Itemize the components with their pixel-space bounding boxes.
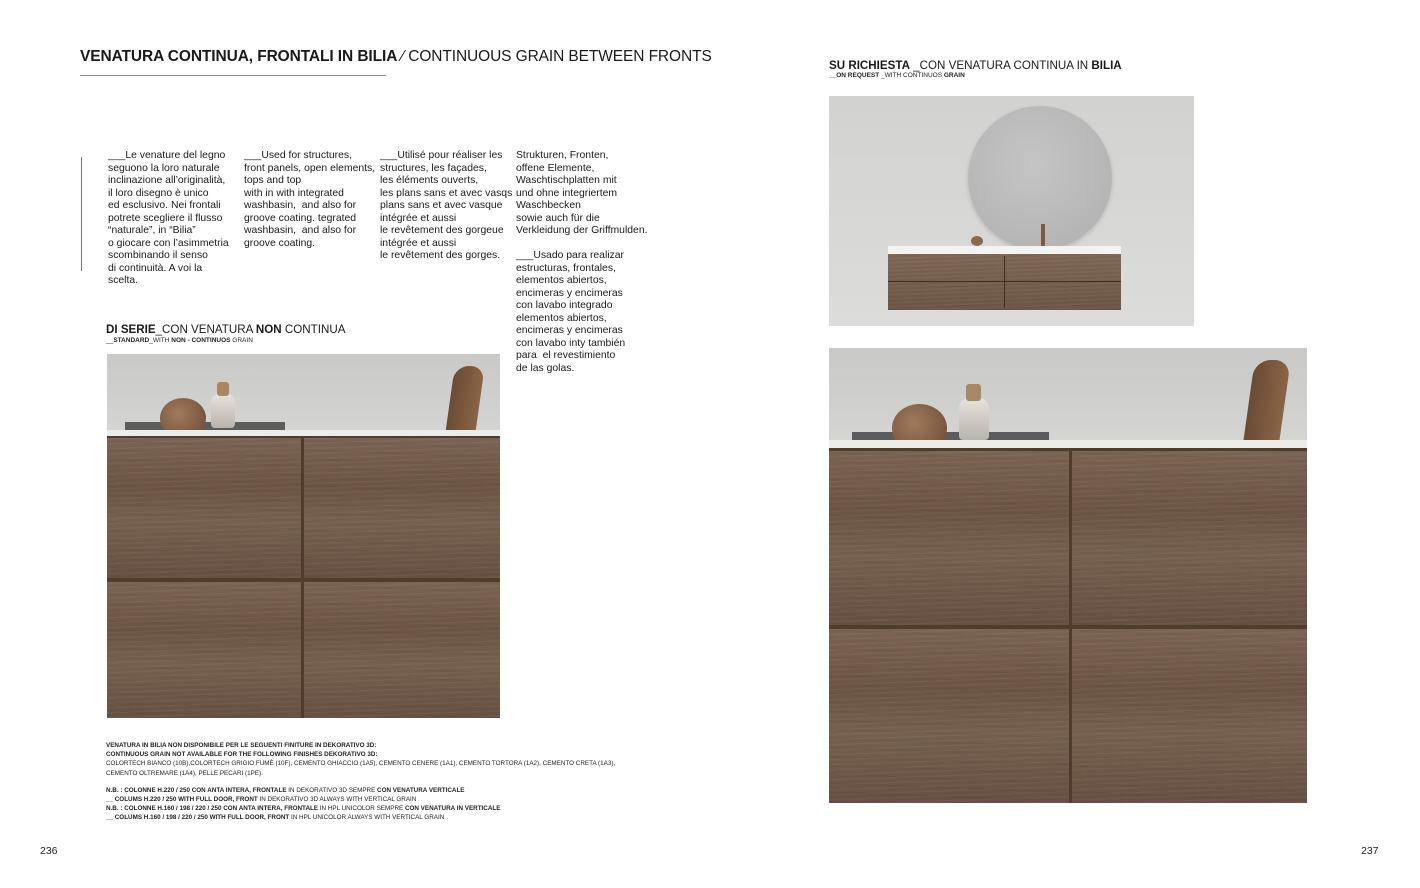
note-5-light: IN DEKORATIVO 3D SEMPRE [286,786,378,794]
title-underline [80,75,386,76]
standard-grain-photo [107,354,500,718]
note-5-bold2: CON VENATURA VERTICALE [377,786,465,794]
text-column-italian: ___Le venature del legno seguono la loro naturale inclinazione all’originalità, il loro disegno è unico ed esclusivo. Nei frontali potrete scegliere il flusso “naturale”, in “Bilia” o giocare con l’asimmetria scombinando il senso di continuità. A voi la scelta. [108,150,229,286]
request-subheading [829,72,965,79]
note-line-4: CEMENTO OLTREMARE (1A4), PELLE PECARI (1PE). [106,769,263,777]
text-column-english: ___Used for structures, front panels, open elements, tops and top with in with integrated washbasin, and also for groove coating. tegrated washbasin, and also for groove coating. [244,150,376,249]
standard-heading [106,323,345,336]
note-7-bold: N.B. : COLONNE H.160 / 198 / 220 / 250 CON ANTA INTERA, FRONTALE [106,805,319,813]
standard-sub-bold: STANDARD [113,337,150,344]
note-7-light: IN HPL UNICOLOR SEMPRE [318,805,405,813]
page-number-left: 236 [40,845,58,857]
note-line-3: COLORTECH BIANCO (10B),COLORTECH GRIGIO FUMÈ (10F), CEMENTO GHIACCIO (1A5), CEMENTO CENERE (1A1), CEMENTO TORTORA (1A2), CEMENTO CRETA (1A3), [106,760,616,768]
standard-heading-bold: DI SERIE [106,323,156,336]
request-heading [829,59,1122,72]
note-6-light: IN DEKORATIVO 3D ALWAYS WITH VERTICAL GRAIN [257,796,417,804]
standard-heading-non: NON [255,323,282,336]
continuous-grain-photo [829,348,1307,803]
standard-sub-noncont: NON - CONTINUOS [171,337,231,344]
request-heading-bold: SU RICHIESTA [829,59,910,72]
standard-sub-grain: GRAIN [230,337,253,344]
title-separator: ⁄ [401,48,405,65]
title-bold: VENATURA CONTINUA, FRONTALI IN BILIA [80,48,398,65]
note-line-7 [106,804,615,813]
finish-notes [106,741,615,823]
standard-subheading [106,337,253,344]
note-8-bold: __ COLUMS H.160 / 198 / 220 / 250 WITH FULL DOOR, FRONT [106,814,290,822]
note-line-1: VENATURA IN BILIA NON DISPONIBILE PER LE SEGUENTI FINITURE IN DEKORATIVO 3D: [106,742,377,749]
request-sub-grain: GRAIN [943,72,965,79]
text-column-french: ___Utilisé pour réaliser les structures, les façades, les éléments ouverts, les plans sans et avec vasqs plans sans et avec vasque intégrée et aussi le revêtement des gorgeue intégrée et aussi le revêtement des gorges. [380,150,513,261]
page-number-right: 237 [1361,845,1379,857]
request-heading-bilia: BILIA [1091,59,1122,72]
vanity-mirror-photo [829,96,1194,326]
note-8-light: IN HPL UNICOLOR ALWAYS WITH VERTICAL GRAIN [289,814,445,822]
request-heading-mid: _CON VENATURA CONTINUA IN [909,59,1092,72]
request-sub-bold: __ON REQUEST [829,72,880,79]
note-5-bold: N.B. : COLONNE H.220 / 250 CON ANTA INTERA, FRONTALE [106,786,287,794]
note-7-bold2: CON VENATURA IN VERTICALE [404,805,501,813]
note-line-2: CONTINUOUS GRAIN NOT AVAILABLE FOR THE FOLLOWING FINISHES DEKORATIVO 3D: [106,751,378,759]
note-6-bold: __ COLUMS H.220 / 250 WITH FULL DOOR, FRONT [106,796,258,804]
standard-sub-with: _WITH [149,337,172,344]
note-line-8 [106,813,615,822]
standard-heading-end: CONTINUA [281,323,346,336]
standard-heading-mid: _CON VENATURA [155,323,256,336]
note-line-6 [106,795,615,804]
vertical-rule [81,157,82,271]
standard-sub-prefix: __ [106,337,114,344]
title-english: CONTINUOUS GRAIN BETWEEN FRONTS [404,48,712,65]
page-title [80,48,712,66]
note-line-5 [106,786,615,795]
request-sub-light: _WITH CONTINUOS [879,72,944,79]
text-column-german-spanish: Strukturen, Fronten, offene Elemente, Waschtischplatten mit und ohne integriertem Waschbecken sowie auch für die Verkleidung der Griffmulden. ___Usado para realizar estructuras, frontales, elementos abiertos, encimeras y encimeras con lavabo integrado elementos abiertos, encimeras y encimeras con lavabo inty también para el revestimiento de las golas. [516,150,648,374]
